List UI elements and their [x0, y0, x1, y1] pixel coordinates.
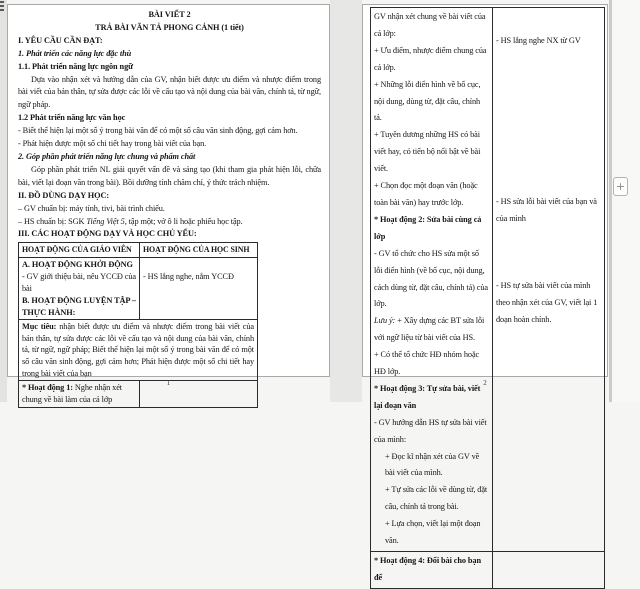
cell-hs-continuation: - HS lắng nghe NX từ GV - HS sửa lỗi bài viết của bạn và của mình - HS tự sửa bài viết của mình theo nhận xét của GV, viết lại 1 đoạn hoàn chỉnh. — [493, 8, 605, 552]
activity-table-page2 — [370, 7, 605, 589]
cell-gv-hoat-dong-4: * Hoạt động 4: Đổi bài cho bạn để — [371, 552, 493, 589]
heading-nang-luc-ngon-ngu: 1.1. Phát triển năng lực ngôn ngữ — [18, 61, 133, 71]
table-header-row — [19, 243, 258, 258]
heading-hoat-dong-2: * Hoạt động 2: Sửa bài cùng cả lớp — [374, 214, 482, 241]
paragraph-gv-chuan-bi: – GV chuẩn bị: máy tính, tivi, bài trình chiếu. — [18, 203, 165, 213]
document-page-2 — [362, 4, 608, 582]
page-gap — [330, 0, 362, 402]
cell-muc-tieu: Mục tiêu: nhận biết được ưu điểm và nhược điểm trong bài viết của bản thân, tự sửa được các lỗi về cấu tạo và nội dung của bài văn, chính tả, từ ngữ, ngữ pháp; Biết thể hiện lại một số ý trong bài văn để có một số câu văn sinh động, gợi cảm hơn; Phát hiện được một số chi tiết hay trong bài viết của bạn — [19, 320, 258, 381]
cell-hs-khoi-dong: - HS lắng nghe, nắm YCCĐ — [140, 258, 258, 320]
document-subtitle: TRẢ BÀI VĂN TẢ PHONG CẢNH (1 tiết) — [95, 22, 244, 32]
add-button[interactable] — [613, 177, 628, 196]
page-number-1: 1 — [166, 379, 171, 387]
cell-gv-continuation: GV nhận xét chung về bài viết của cả lớp: + Ưu điểm, nhược điểm chung của cả lớp. + Những lỗi điển hình về bố cục, nội dung, dùng từ, đặt câu, chính tả. + Tuyên dương những HS có bài viết hay, có tiến bộ nổi bật về bài viết. + Chọn đọc một đoạn văn (hoặc toàn bài văn) hay trước lớp. * Hoạt động 2: Sửa bài cùng cả lớp - GV tổ chức cho HS sửa một số lỗi điển hình (về bố cục, nội dung, cách dùng từ, đặt câu, chính tả) của lớp. Lưu ý: + Xây dựng các BT sửa lỗi với ngữ liệu từ bài viết của HS. + Có thể tổ chức HĐ nhóm hoặc HĐ lớp. * Hoạt động 3: Tự sửa bài, viết lại đoạn văn - GV hướng dẫn HS tự sửa bài viết của mình: + Đọc kĩ nhận xét của GV về bài viết của mình. + Tự sửa các lỗi về dùng từ, đặt câu, chính tả trong bài. + Lựa chọn, viết lại một đoạn văn. — [371, 8, 493, 552]
header-cell-hs: HOẠT ĐỘNG CỦA HỌC SINH — [140, 243, 258, 258]
header-cell-gv: HOẠT ĐỘNG CỦA GIÁO VIÊN — [19, 243, 140, 258]
table-row-muc-tieu — [19, 320, 258, 381]
page-number-2: 2 — [483, 379, 487, 387]
paragraph-van-hoc-1: - Biết thể hiện lại một số ý trong bài văn để có một số câu văn sinh động, gợi cảm hơn. — [18, 126, 298, 136]
document-title: BÀI VIẾT 2 — [148, 10, 191, 19]
book-title: Tiếng Việt 5 — [86, 216, 125, 226]
heading-hoat-dong: III. CÁC HOẠT ĐỘNG DẠY VÀ HỌC CHỦ YẾU: — [18, 229, 197, 239]
paragraph-van-hoc-2: - Phát hiện được một số chi tiết hay trong bài viết của bạn. — [18, 139, 207, 149]
paragraph-pham-chat: Góp phần phát triển NL giải quyết vấn đề và sáng tạo (khi tham gia phát hiện lỗi, chữa bài, viết lại đoạn văn trong bài). Bồi dưỡng tính chăm chỉ, ý thức trách nhiệm. — [18, 164, 321, 187]
table-row-continuation — [371, 8, 605, 552]
heading-pham-chat: 2. Góp phần phát triển năng lực chung và phẩm chất — [18, 151, 196, 161]
canvas-right-area — [612, 0, 640, 402]
paragraph-luu-y: Lưu ý: + Xây dựng các BT sửa lỗi với ngữ liệu từ bài viết của HS. — [374, 316, 485, 343]
heading-nang-luc-van-hoc: 1.2 Phát triển năng lực văn học — [18, 113, 126, 123]
heading-hoat-dong-3: * Hoạt động 3: Tự sửa bài, viết lại đoạn văn — [374, 383, 481, 410]
heading-yeu-cau: I. YÊU CẦU CẦN ĐẠT: — [18, 35, 103, 45]
cell-gv-khoi-dong: A. HOẠT ĐỘNG KHỞI ĐỘNG - GV giới thiệu bài, nêu YCCĐ của bài B. HOẠT ĐỘNG LUYỆN TẬP – THỰC HÀNH: — [19, 258, 140, 320]
paragraph-hs-chuan-bi: – HS chuẩn bị: SGK Tiếng Việt 5, tập một; vở ô li hoặc phiếu học tập. — [18, 216, 243, 226]
plus-icon: + — [615, 180, 626, 193]
heading-nang-luc-dac-thu: 1. Phát triển các năng lực đặc thù — [18, 48, 132, 58]
canvas-left-strip — [0, 0, 7, 402]
table-row-hoat-dong-4 — [371, 552, 605, 589]
table-row-khoi-dong — [19, 258, 258, 320]
cell-gv-hoat-dong-1: * Hoạt động 1: Nghe nhận xét chung về bài làm của cả lớp — [19, 381, 140, 408]
document-page-1 — [7, 4, 330, 405]
heading-do-dung: II. ĐỒ DÙNG DẠY HỌC: — [18, 190, 110, 200]
hamburger-menu-icon[interactable] — [0, 1, 5, 13]
paragraph-ngon-ngu: Dựa vào nhận xét và hướng dẫn của GV, nhận biết được ưu điểm và nhược điểm trong bài viết của bản thân, tự sửa được các lỗi về cấu tạo và nội dung của bài văn, chính tả, từ ngữ, ngữ pháp. — [18, 74, 321, 110]
cell-hs-hoat-dong-4 — [493, 552, 605, 589]
